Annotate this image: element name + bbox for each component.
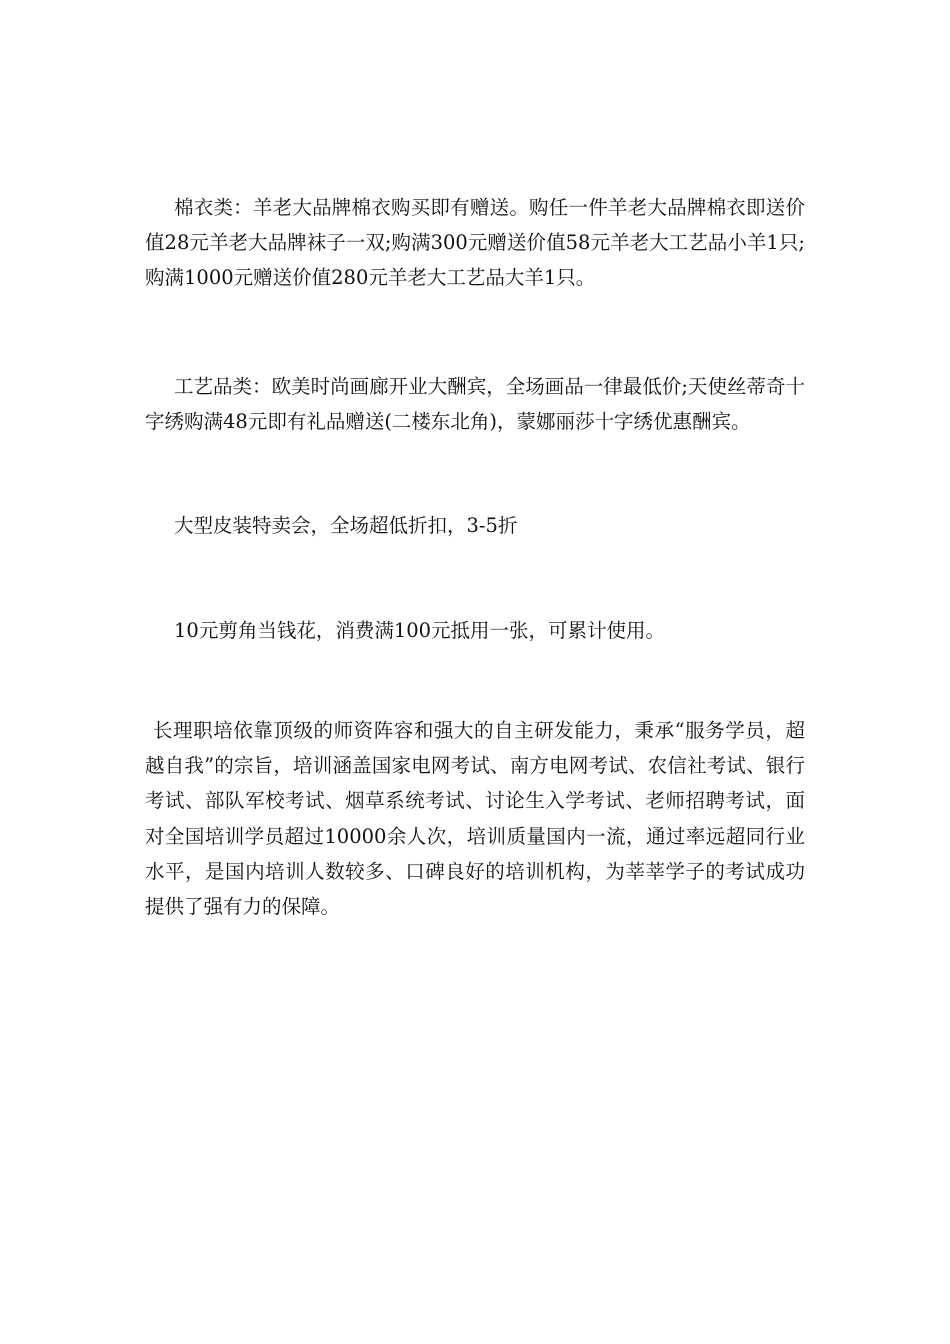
paragraph-training-ad: 长理职培依靠顶级的师资阵容和强大的自主研发能力，秉承“服务学员，超越自我”的宗旨，培训涵盖国家电网考试、南方电网考试、农信社考试、银行考试、部队军校考试、烟草系统考试、讨论生入学考试、老师招聘考试，面对全国培训学员超过10000余人次，培训质量国内一流，通过率远超同行业水平，是国内培训人数较多、口碑良好的培训机构，为莘莘学子的考试成功提供了强有力的保障。 — [145, 719, 805, 919]
paragraph-leather-sale: 大型皮装特卖会，全场超低折扣，3-5折 — [174, 514, 518, 537]
paragraph-crafts: 工艺品类：欧美时尚画廊开业大酬宾，全场画品一律最低价;天使丝蒂奇十字绣购满48元即有礼品赠送(二楼东北角)，蒙娜丽莎十字绣优惠酬宾。 — [145, 375, 805, 433]
paragraph-cotton-clothing: 棉衣类：羊老大品牌棉衣购买即有赠送。购任一件羊老大品牌棉衣即送价值28元羊老大品牌袜子一双;购满300元赠送价值58元羊老大工艺品小羊1只;购满1000元赠送价值280元羊老大工艺品大羊1只。 — [145, 196, 805, 289]
paragraph-coupon: 10元剪角当钱花，消费满100元抵用一张，可累计使用。 — [174, 619, 666, 642]
